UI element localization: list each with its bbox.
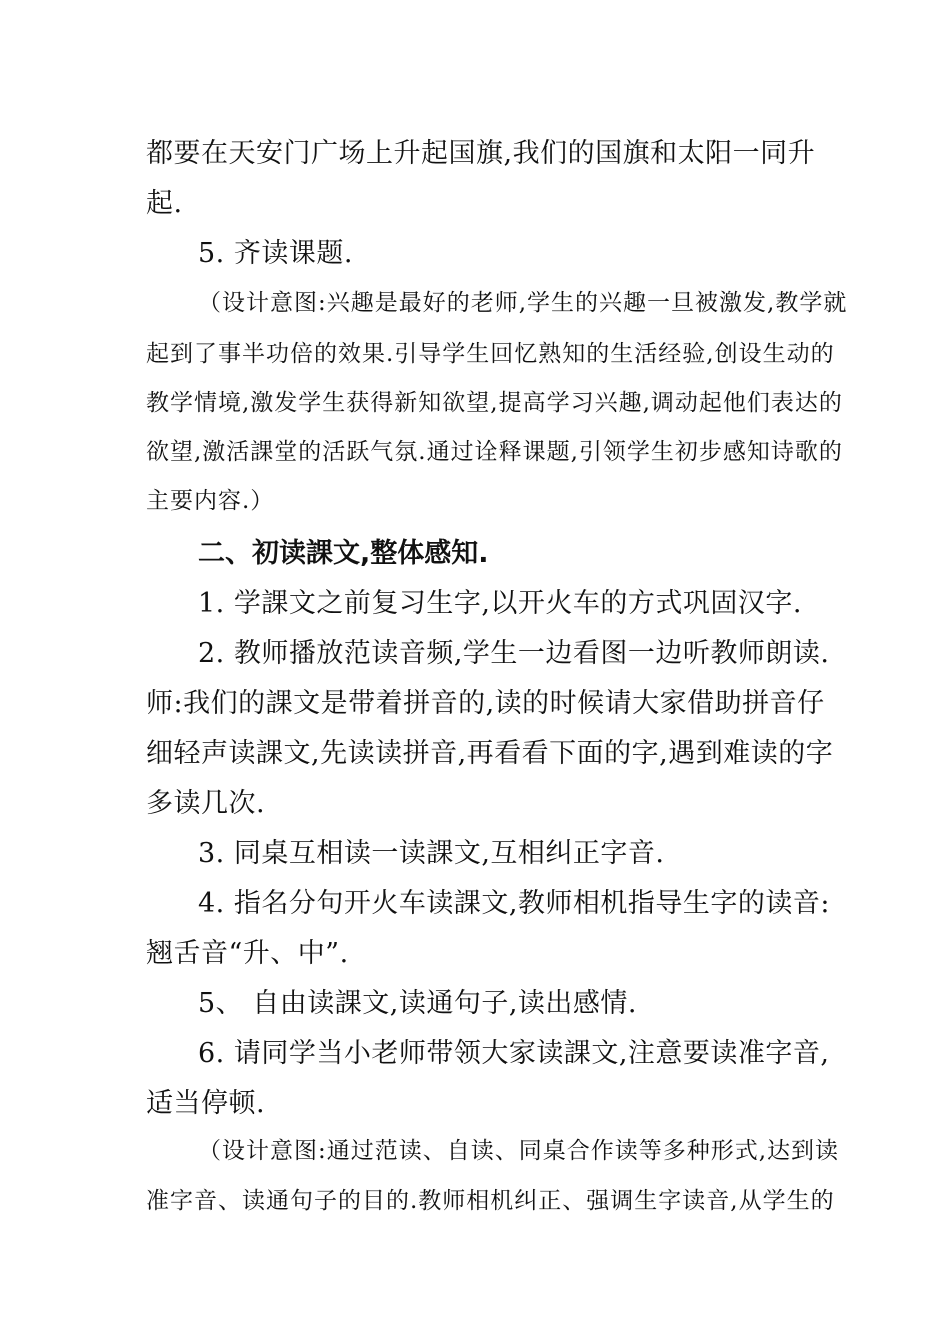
design-note-line: （设计意图:兴趣是最好的老师,学生的兴趣一旦被激发,教学就 — [198, 290, 848, 316]
design-note-line: 欲望,激活課堂的活跃气氛.通过诠释课题,引领学生初步感知诗歌的 — [146, 439, 843, 465]
paragraph-line: 起. — [146, 188, 183, 219]
paragraph-line: 多读几次. — [146, 788, 266, 819]
paragraph-line: 2. 教师播放范读音频,学生一边看图一边听教师朗读. — [198, 638, 830, 669]
design-note-line: 教学情境,激发学生获得新知欲望,提高学习兴趣,调动起他们表达的 — [146, 390, 843, 416]
paragraph-line: 适当停顿. — [146, 1088, 266, 1119]
design-note-line: 起到了事半功倍的效果.引导学生回忆熟知的生活经验,创设生动的 — [146, 341, 835, 367]
design-note-line: （设计意图:通过范读、自读、同桌合作读等多种形式,达到读 — [198, 1138, 840, 1164]
design-note-line: 主要内容.） — [146, 488, 275, 514]
section-heading: 二、初读課文,整体感知. — [198, 538, 489, 569]
paragraph-line: 师:我们的課文是带着拼音的,读的时候请大家借助拼音仔 — [146, 688, 825, 719]
paragraph-line: 3. 同桌互相读一读課文,互相纠正字音. — [198, 838, 665, 869]
design-note-line: 准字音、读通句子的目的.教师相机纠正、强调生字读音,从学生的 — [146, 1188, 835, 1214]
paragraph-line: 1. 学課文之前复习生字,以开火车的方式巩固汉字. — [198, 588, 803, 619]
paragraph-line: 都要在天安门广场上升起国旗,我们的国旗和太阳一同升 — [146, 138, 816, 169]
paragraph-line: 5. 齐读课题. — [198, 238, 353, 269]
paragraph-line: 5、 自由读課文,读通句子,读出感情. — [198, 988, 638, 1019]
paragraph-line: 6. 请同学当小老师带领大家读課文,注意要读准字音, — [198, 1038, 830, 1069]
paragraph-line: 翘舌音“升、中”. — [146, 938, 349, 969]
paragraph-line: 4. 指名分句开火车读課文,教师相机指导生字的读音: — [198, 888, 831, 919]
paragraph-line: 细轻声读課文,先读读拼音,再看看下面的字,遇到难读的字 — [146, 738, 834, 769]
